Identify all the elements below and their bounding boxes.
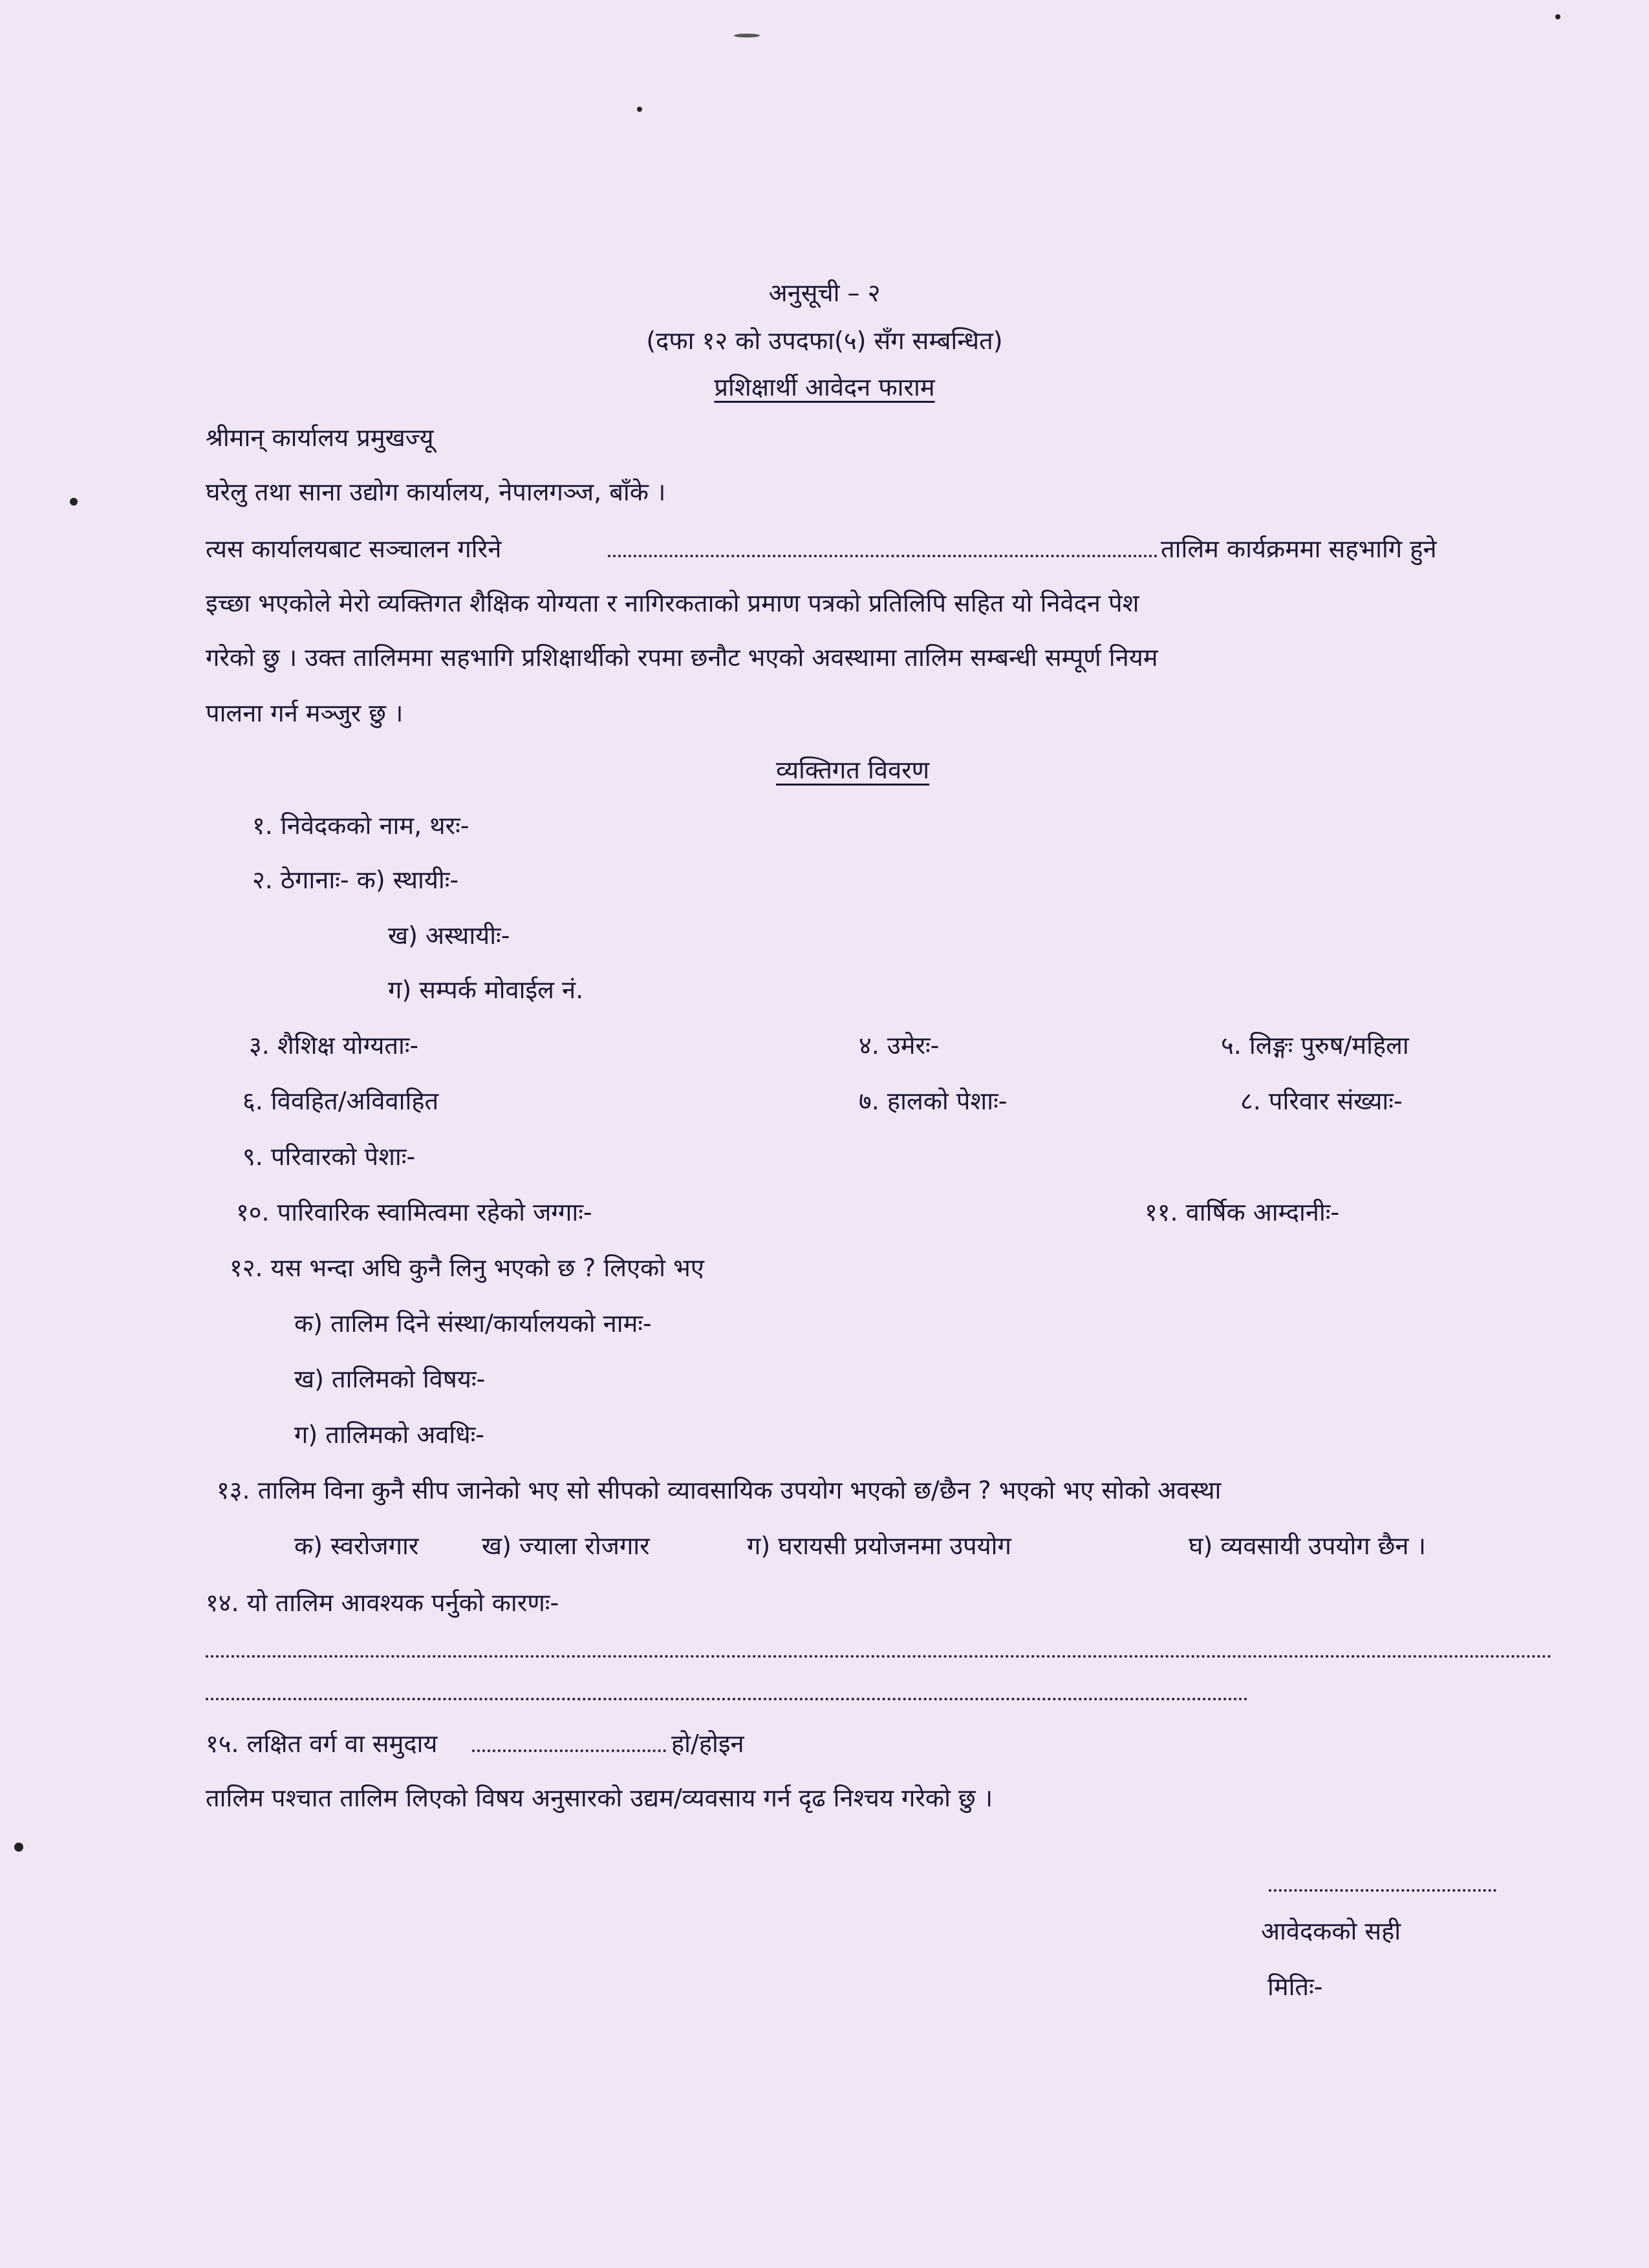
option-self-employment: क) स्वरोजगार	[294, 1532, 419, 1560]
schedule-number: अनुसूची – २	[768, 279, 881, 307]
scan-speck	[1555, 14, 1560, 19]
field-permanent-address: २. ठेगानाः- क) स्थायीः-	[252, 866, 459, 894]
office-address: घरेलु तथा साना उद्योग कार्यालय, नेपालगञ्ज, बाँके ।	[206, 478, 666, 506]
field-temporary-address: ख) अस्थायीः-	[388, 921, 510, 950]
body-line-1-end: तालिम कार्यक्रममा सहभागि हुने	[1161, 535, 1437, 563]
signature-label: आवेदकको सही	[1261, 1917, 1401, 1945]
body-line-2: इच्छा भएकोले मेरो व्यक्तिगत शैक्षिक योग्यता र नागिरकताको प्रमाण पत्रको प्रतिलिपि सहित यो निवेदन पेश	[206, 589, 1139, 617]
personal-details-heading: व्यक्तिगत विवरण	[776, 756, 930, 784]
field-age: ४. उमेरः-	[859, 1031, 940, 1060]
field-previous-training: १२. यस भन्दा अघि कुनै लिनु भएको छ ? लिएको भए	[230, 1254, 704, 1282]
field-target-group-answer: हो/होइन	[671, 1729, 744, 1758]
section-reference: (दफा १२ को उपदफा(५) सँग सम्बन्धित)	[646, 326, 1003, 355]
declaration-text: तालिम पश्चात तालिम लिएको विषय अनुसारको उद्यम/व्यवसाय गर्न दृढ निश्चय गरेको छु ।	[206, 1784, 993, 1812]
field-training-reason: १४. यो तालिम आवश्यक पर्नुको कारणः-	[206, 1589, 559, 1617]
scan-speck	[70, 498, 78, 506]
body-line-3: गरेको छु । उक्त तालिममा सहभागि प्रशिक्षार्थीको रपमा छनौट भएको अवस्थामा तालिम सम्बन्धी सम्पूर्ण नियम	[206, 643, 1158, 672]
field-current-occupation: ७. हालको पेशाः-	[859, 1087, 1008, 1115]
training-program-blank[interactable]	[608, 555, 1158, 557]
scan-speck	[637, 107, 642, 112]
reason-blank-line-1[interactable]	[206, 1655, 1552, 1658]
scan-speck	[14, 1843, 23, 1852]
field-training-institute: क) तालिम दिने संस्था/कार्यालयको नामः-	[294, 1309, 652, 1338]
signature-date: मितिः-	[1267, 1973, 1323, 2001]
field-family-size: ८. परिवार संख्याः-	[1240, 1087, 1403, 1115]
field-target-group: १५. लक्षित वर्ग वा समुदाय	[206, 1729, 438, 1758]
signature-line[interactable]	[1269, 1889, 1496, 1892]
field-skill-usage: १३. तालिम विना कुनै सीप जानेको भए सो सीपको व्यावसायिक उपयोग भएको छ/छैन ? भएको भए सोको अवस्था	[217, 1476, 1222, 1504]
field-annual-income: ११. वार्षिक आम्दानीः-	[1145, 1198, 1340, 1226]
field-training-duration: ग) तालिमको अवधिः-	[294, 1420, 484, 1449]
field-marital-status: ६. विवहित/अविवाहित	[242, 1087, 439, 1115]
option-wage-employment: ख) ज्याला रोजगार	[482, 1532, 650, 1560]
field-family-occupation: ९. परिवारको पेशाः-	[242, 1142, 416, 1171]
scan-speck	[734, 34, 760, 37]
option-no-business-use: घ) व्यवसायी उपयोग छैन ।	[1189, 1532, 1426, 1560]
body-line-4: पालना गर्न मञ्जुर छु ।	[206, 699, 404, 727]
form-title: प्रशिक्षार्थी आवेदन फाराम	[714, 373, 935, 401]
field-gender: ५. लिङ्गः पुरुष/महिला	[1221, 1031, 1409, 1060]
field-training-subject: ख) तालिमको विषयः-	[294, 1365, 486, 1393]
body-line-1-start: त्यस कार्यालयबाट सञ्चालन गरिने	[206, 535, 502, 563]
option-household-use: ग) घरायसी प्रयोजनमा उपयोग	[747, 1532, 1011, 1560]
field-applicant-name: १. निवेदकको नाम, थरः-	[252, 811, 469, 840]
field-mobile-number: ग) सम्पर्क मोवाईल नं.	[388, 976, 584, 1004]
field-family-land: १०. पारिवारिक स्वामित्वमा रहेको जग्गाः-	[236, 1198, 592, 1226]
target-group-blank[interactable]	[472, 1749, 666, 1752]
salutation: श्रीमान् कार्यालय प्रमुखज्यू	[206, 423, 434, 452]
reason-blank-line-2[interactable]	[206, 1698, 1248, 1700]
field-education: ३. शैशिक्ष योग्यताः-	[249, 1031, 419, 1060]
